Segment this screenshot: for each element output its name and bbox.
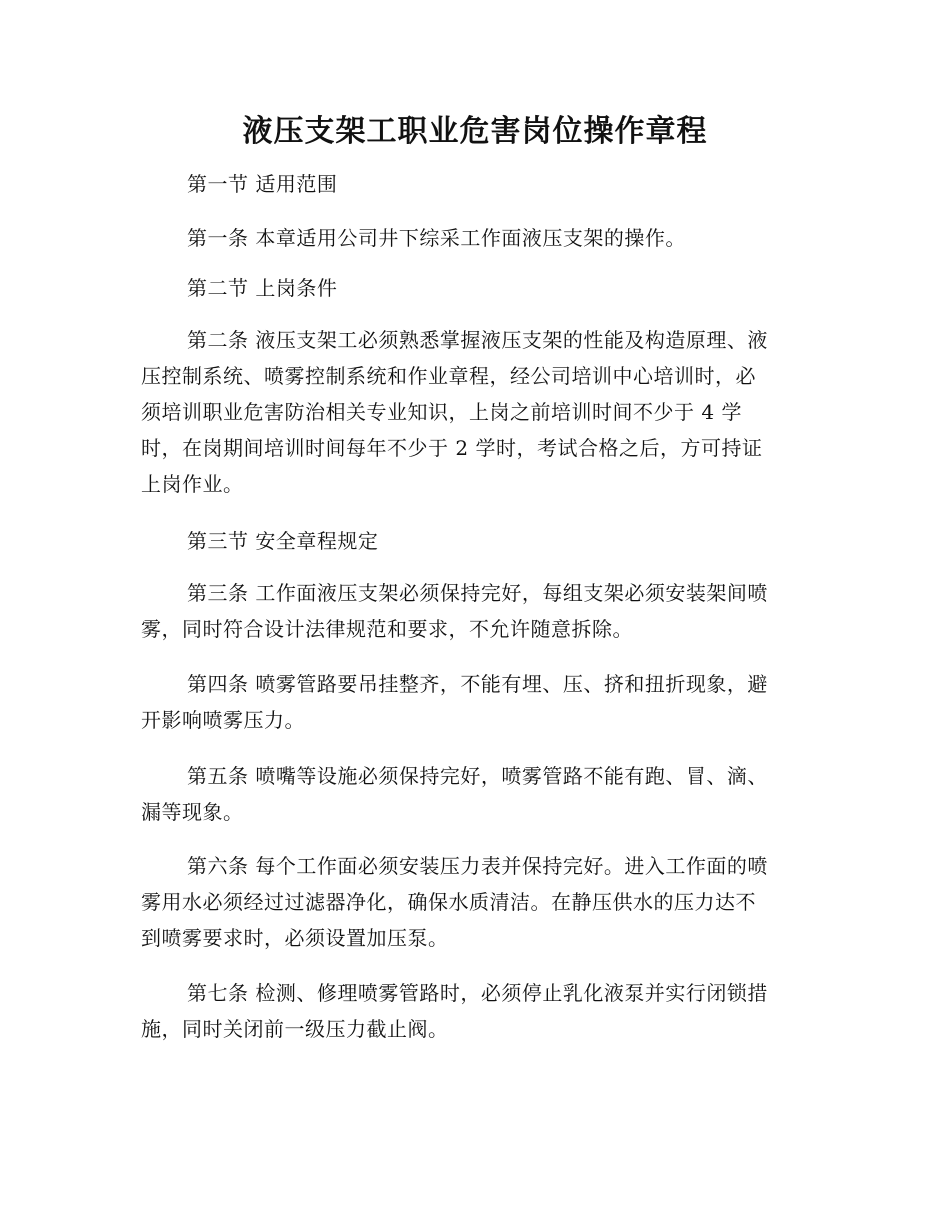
text-line: 第六条 每个工作面必须安装压力表并保持完好。进入工作面的喷 (187, 854, 768, 878)
text-line: 上岗作业。 (141, 472, 244, 496)
text-line: 第七条 检测、修理喷雾管路时，必须停止乳化液泵并实行闭锁措 (187, 981, 768, 1005)
text-line: 开影响喷雾压力。 (141, 708, 305, 732)
text-line: 第三条 工作面液压支架必须保持完好，每组支架必须安装架间喷 (187, 581, 768, 605)
section-heading-1 (141, 166, 803, 202)
article-6 (141, 848, 803, 956)
article-1 (141, 220, 803, 256)
text-line: 第五条 喷嘴等设施必须保持完好，喷雾管路不能有跑、冒、滴、 (187, 764, 768, 788)
article-5 (141, 758, 803, 830)
text-line: 第二条 液压支架工必须熟悉掌握液压支架的性能及构造原理、液 (187, 328, 768, 352)
text-line: 雾，同时符合设计法律规范和要求，不允许随意拆除。 (141, 617, 633, 641)
text-line: 第四条 喷雾管路要吊挂整齐，不能有埋、压、挤和扭折现象，避 (187, 672, 768, 696)
text-line: 施，同时关闭前一级压力截止阀。 (141, 1017, 449, 1041)
text-line: 到喷雾要求时，必须设置加压泵。 (141, 926, 449, 950)
text-line: 雾用水必须经过过滤器净化，确保水质清洁。在静压供水的压力达不 (141, 890, 756, 914)
article-2 (141, 322, 803, 502)
article-4 (141, 666, 803, 738)
text-line: 第三节 安全章程规定 (187, 529, 379, 553)
text-line: 时，在岗期间培训时间每年不少于 2 学时，考试合格之后，方可持证 (141, 436, 763, 460)
text-line: 第一节 适用范围 (187, 172, 338, 196)
article-7 (141, 975, 803, 1047)
section-heading-3 (141, 523, 803, 559)
page-title: 液压支架工职业危害岗位操作章程 (242, 114, 708, 149)
article-3 (141, 575, 803, 647)
text-line: 第一条 本章适用公司井下综采工作面液压支架的操作。 (187, 226, 686, 250)
text-line: 漏等现象。 (141, 800, 244, 824)
section-heading-2 (141, 270, 803, 306)
text-line: 压控制系统、喷雾控制系统和作业章程，经公司培训中心培训时，必 (141, 364, 756, 388)
text-line: 第二节 上岗条件 (187, 276, 338, 300)
text-line: 须培训职业危害防治相关专业知识，上岗之前培训时间不少于 4 学 (141, 400, 742, 424)
